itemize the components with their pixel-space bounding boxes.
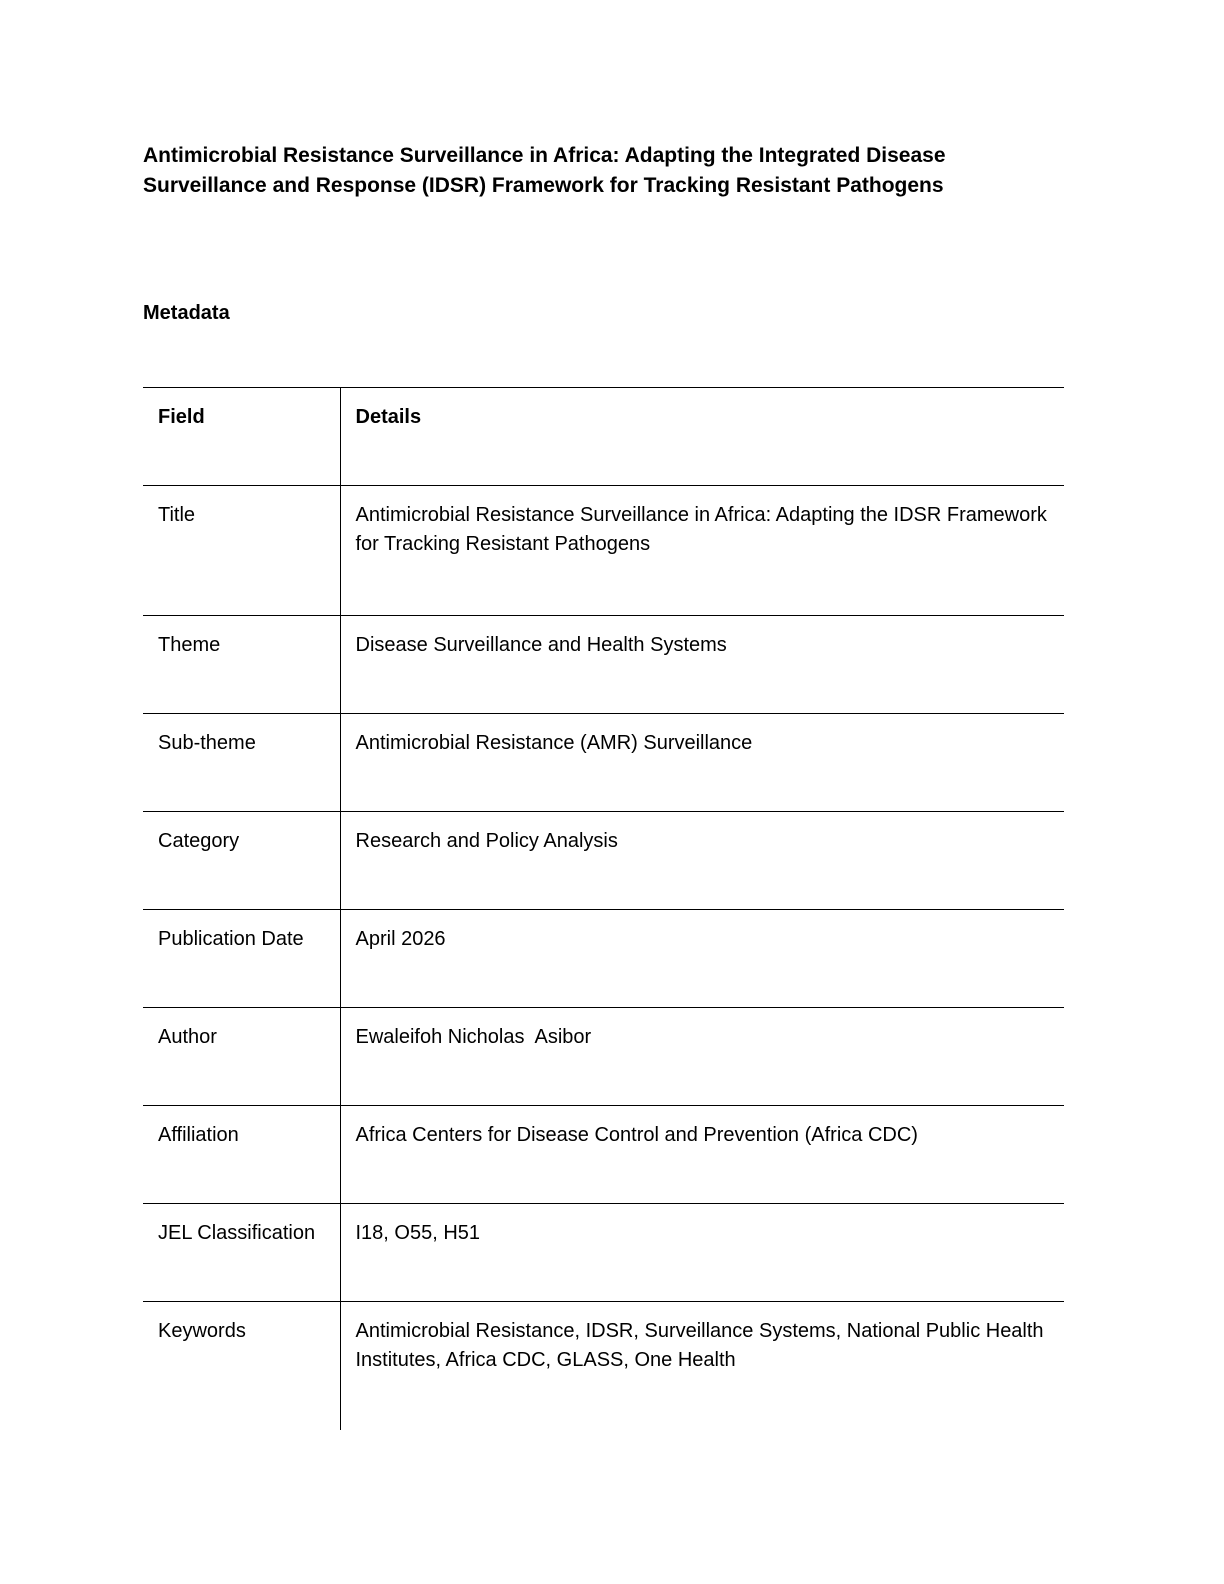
field-cell: Theme xyxy=(143,616,340,714)
field-cell: Category xyxy=(143,812,340,910)
details-cell: Antimicrobial Resistance (AMR) Surveillance xyxy=(340,714,1064,812)
table-header-row xyxy=(143,388,1064,486)
details-cell: Antimicrobial Resistance Surveillance in Africa: Adapting the IDSR Framework for Tracking Resistant Pathogens xyxy=(340,486,1064,616)
table-row-affiliation xyxy=(143,1106,1064,1204)
details-cell: I18, O55, H51 xyxy=(340,1204,1064,1302)
table-row-author xyxy=(143,1008,1064,1106)
table-row-theme xyxy=(143,616,1064,714)
metadata-heading: Metadata xyxy=(143,302,230,324)
details-cell: April 2026 xyxy=(340,910,1064,1008)
details-cell: Disease Surveillance and Health Systems xyxy=(340,616,1064,714)
details-column-header: Details xyxy=(340,388,1064,486)
field-cell: Keywords xyxy=(143,1302,340,1431)
table-row-publication-date xyxy=(143,910,1064,1008)
field-cell: Affiliation xyxy=(143,1106,340,1204)
table-row-category xyxy=(143,812,1064,910)
details-cell: Africa Centers for Disease Control and Prevention (Africa CDC) xyxy=(340,1106,1064,1204)
field-cell: Publication Date xyxy=(143,910,340,1008)
field-cell: Sub-theme xyxy=(143,714,340,812)
details-cell: Antimicrobial Resistance, IDSR, Surveillance Systems, National Public Health Institutes, Africa CDC, GLASS, One Health xyxy=(340,1302,1064,1431)
field-column-header: Field xyxy=(143,388,340,486)
details-cell: Research and Policy Analysis xyxy=(340,812,1064,910)
field-cell: JEL Classification xyxy=(143,1204,340,1302)
document-title: Antimicrobial Resistance Surveillance in Africa: Adapting the Integrated Disease Surveillance and Response (IDSR) Framework for Tracking Resistant Pathogens xyxy=(143,144,946,197)
details-cell: Ewaleifoh Nicholas Asibor xyxy=(340,1008,1064,1106)
field-cell: Author xyxy=(143,1008,340,1106)
table-row-sub-theme xyxy=(143,714,1064,812)
table-row-jel-classification xyxy=(143,1204,1064,1302)
field-cell: Title xyxy=(143,486,340,616)
table-row-keywords xyxy=(143,1302,1064,1431)
metadata-table xyxy=(143,387,1064,1430)
table-row-title xyxy=(143,486,1064,616)
